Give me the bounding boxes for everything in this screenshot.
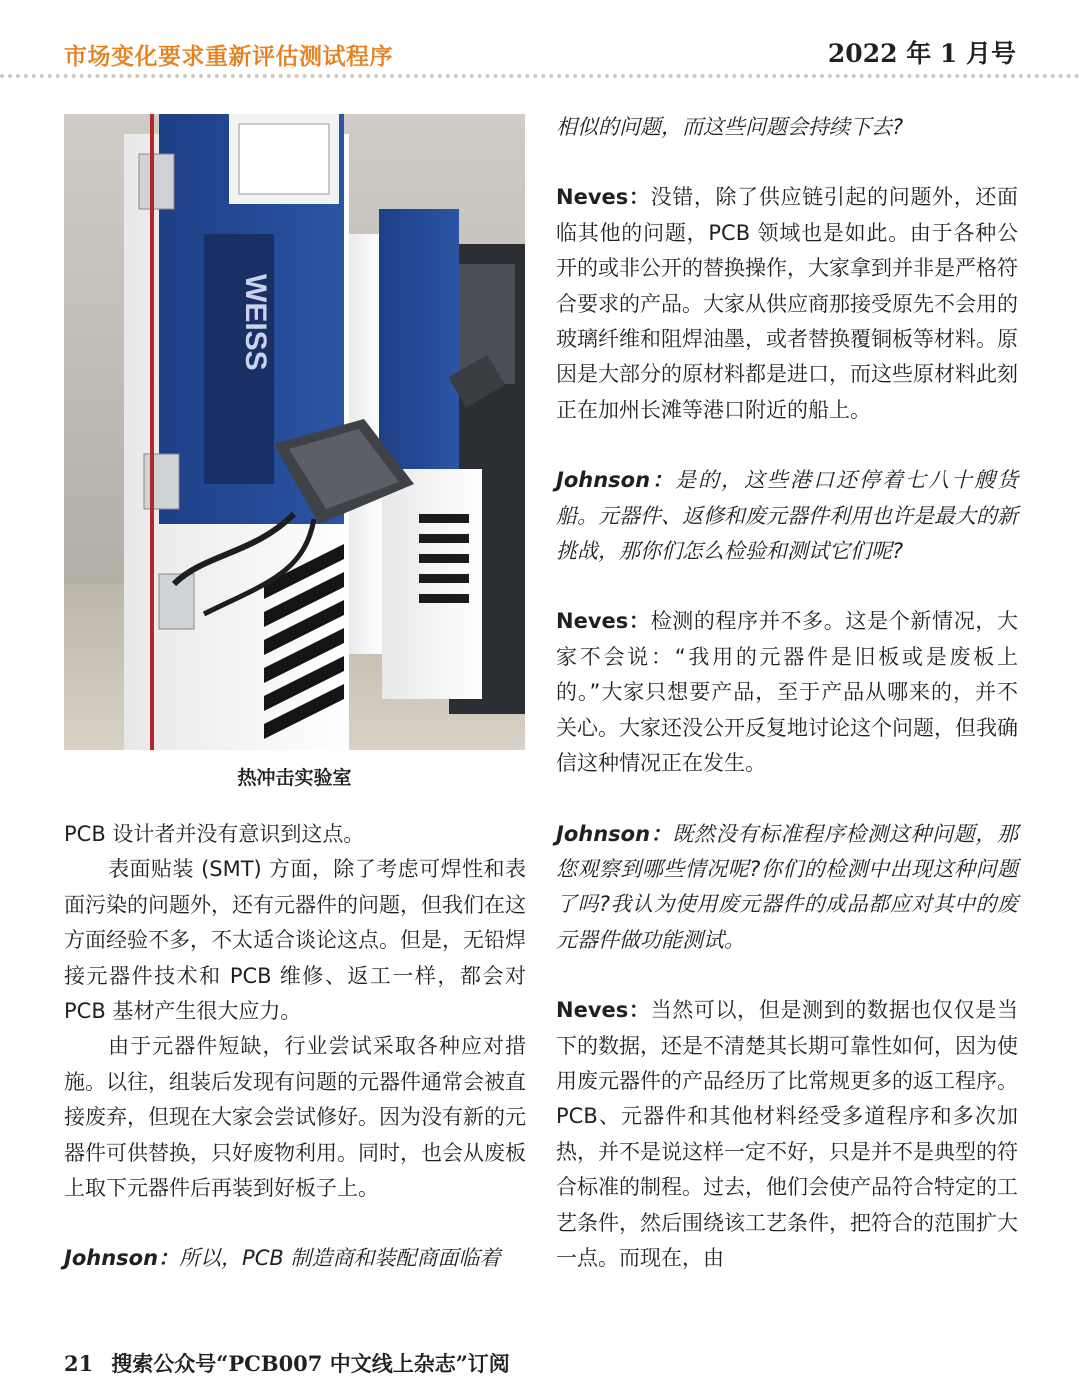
- interview-question: [64, 1241, 526, 1276]
- header-dotted-rule: [0, 74, 1080, 78]
- left-column: [64, 817, 526, 1277]
- figure-caption: 热冲击实验室: [237, 767, 352, 789]
- lab-photo: [64, 114, 525, 750]
- interview-answer: [556, 604, 1018, 781]
- speaker-label: Neves：: [556, 998, 651, 1023]
- page-footer: [64, 1348, 510, 1378]
- question-text: 既然没有标准程序检测这种问题，那您观察到哪些情况呢?你们的检测中出现这种问题了吗?我认为使用废元器件的成品都应对其中的废元器件做功能测试。: [556, 821, 1018, 952]
- interview-question: [556, 463, 1018, 569]
- paragraph: PCB 设计者并没有意识到这点。: [64, 822, 365, 846]
- right-column: [556, 110, 1018, 1276]
- paragraph: 由于元器件短缺，行业尝试采取各种应对措施。以往，组装后发现有问题的元器件通常会被直接废弃，但现在大家会尝试修好。因为没有新的元器件可供替换，只好废物利用。同时，也会从废板上取下元器件后再装到好板子上。: [64, 1034, 526, 1201]
- question-continuation: 相似的问题，而这些问题会持续下去?: [556, 115, 904, 139]
- speaker-label: Johnson：: [556, 821, 673, 846]
- answer-text: 当然可以，但是测到的数据也仅仅是当下的数据，还是不清楚其长期可靠性如何，因为使用废元器件的产品经历了比常规更多的返工程序。PCB、元器件和其他材料经受多道程序和多次加热，并不是说这样一定不好，只是并不是典型的符合标准的制程。过去，他们会使产品符合特定的工艺条件，然后围绕该工艺条件，把符合的范围扩大一点。而现在，由: [556, 998, 1019, 1270]
- paragraph: 表面贴装 (SMT) 方面，除了考虑可焊性和表面污染的问题外，还有元器件的问题，但我们在这方面经验不多，不太适合谈论这点。但是，无铅焊接元器件技术和 PCB 维修、返工一样，都会对 PCB 基材产生很大应力。: [64, 857, 526, 1024]
- interview-question: [556, 817, 1018, 959]
- speaker-label: Johnson：: [556, 468, 676, 493]
- question-text: 是的，这些港口还停着七八十艘货船。元器件、返修和废元器件利用也许是最大的新挑战，那你们怎么检验和测试它们呢?: [556, 468, 1018, 564]
- running-title: 市场变化要求重新评估测试程序: [64, 44, 393, 70]
- speaker-label: Neves：: [556, 185, 651, 210]
- speaker-label: Johnson：: [64, 1246, 180, 1271]
- interview-answer: [556, 180, 1018, 428]
- answer-text: 检测的程序并不多。这是个新情况，大家不会说：“我用的元器件是旧板或是废板上的。”大家只想要产品，至于产品从哪来的，并不关心。大家还没公开反复地讨论这个问题，但我确信这种情况正在发生。: [556, 609, 1019, 776]
- page-number: 21: [64, 1351, 94, 1376]
- interview-answer: [556, 993, 1018, 1276]
- answer-text: 没错，除了供应链引起的问题外，还面临其他的问题，PCB 领域也是如此。由于各种公开的或非公开的替换操作，大家拿到并非是严格符合要求的产品。大家从供应商那接受原先不会用的玻璃纤维和阻焊油墨，或者替换覆铜板等材料。原因是大部分的原材料都是进口，而这些原材料此刻正在加州长滩等港口附近的船上。: [556, 185, 1019, 422]
- question-text: 所以，PCB 制造商和装配商面临着: [179, 1246, 501, 1271]
- speaker-label: Neves：: [556, 609, 651, 634]
- issue-date: 2022 年 1 月号: [827, 39, 1016, 68]
- subscribe-note: 搜索公众号“PCB007 中文线上杂志”订阅: [111, 1351, 510, 1376]
- weiss-brand: WEISS: [239, 274, 272, 371]
